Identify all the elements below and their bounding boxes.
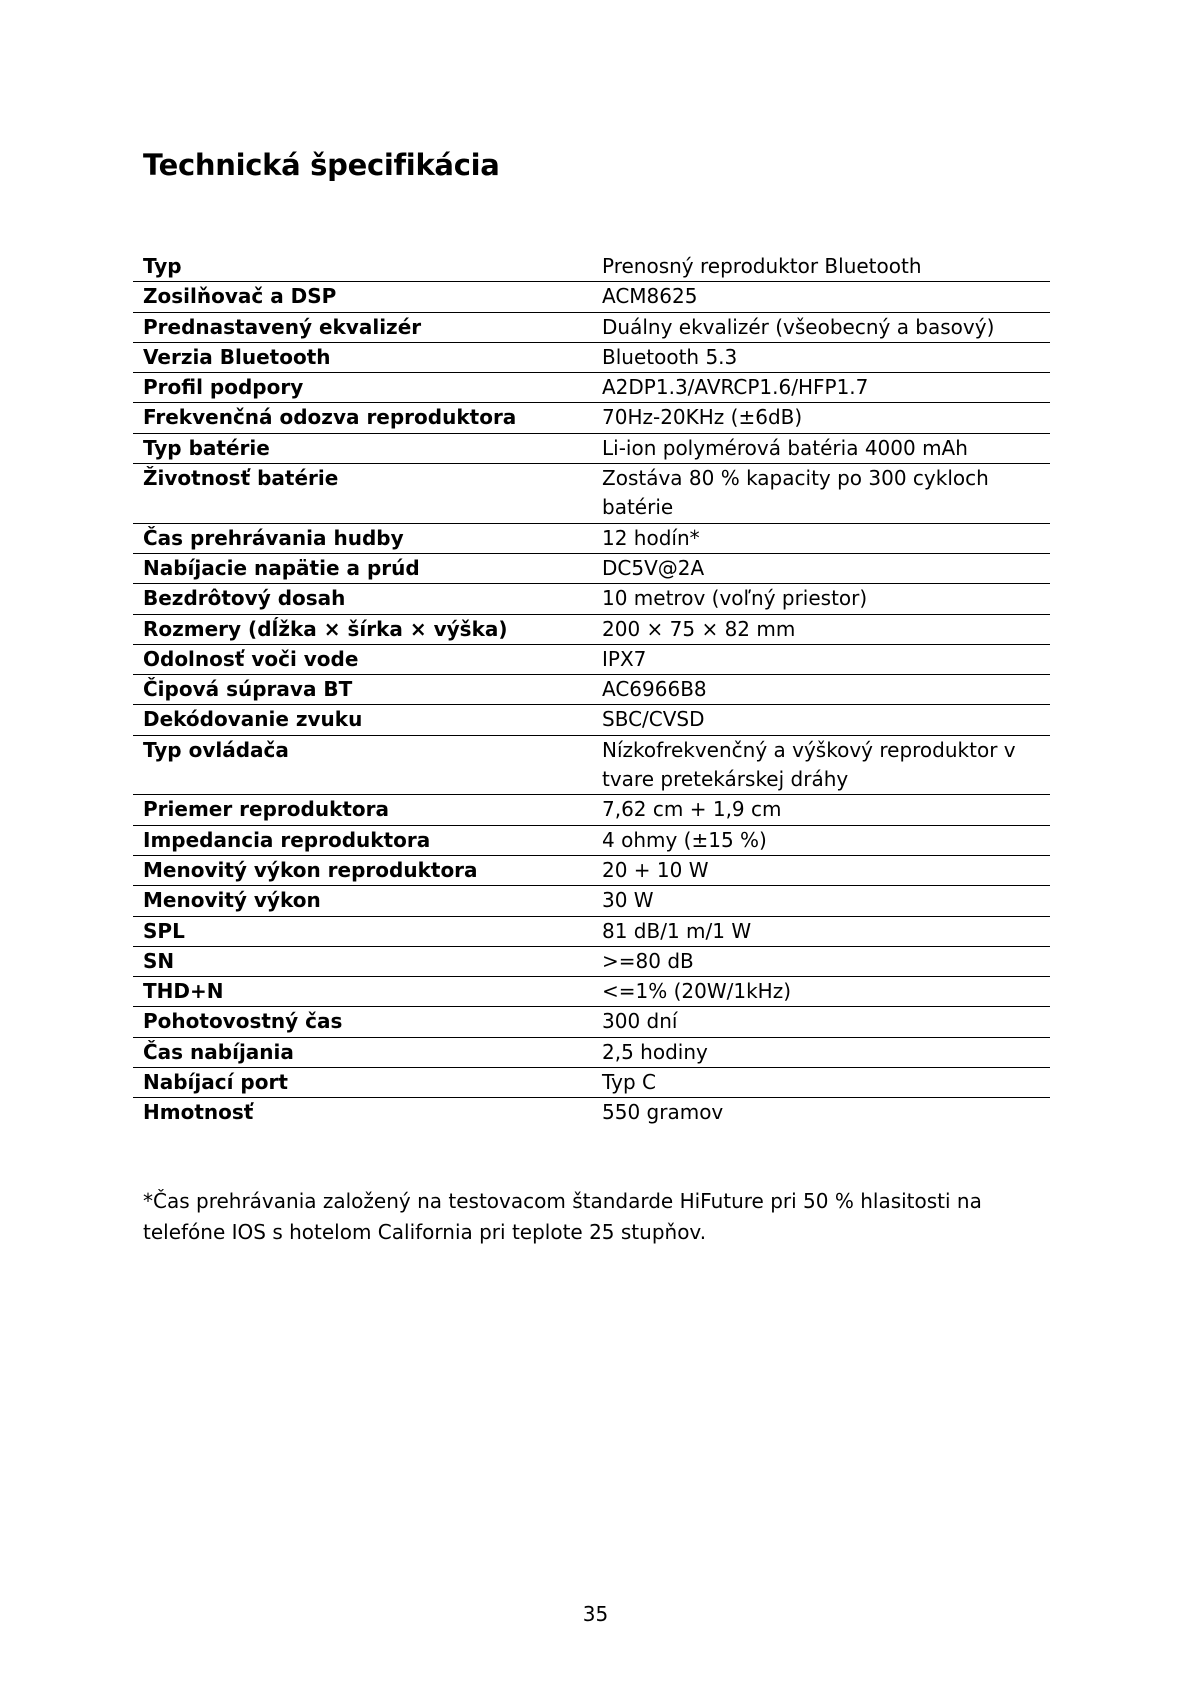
table-row (133, 825, 1050, 855)
spec-value: >=80 dB (602, 946, 1050, 976)
spec-value: 200 × 75 × 82 mm (602, 614, 1050, 644)
table-row (133, 1068, 1050, 1098)
table-row (133, 675, 1050, 705)
spec-value: 12 hodín* (602, 523, 1050, 553)
spec-value: SBC/CVSD (602, 705, 1050, 735)
spec-label: SPL (133, 916, 602, 946)
spec-label: Čipová súprava BT (133, 675, 602, 705)
spec-value: 7,62 cm + 1,9 cm (602, 795, 1050, 825)
spec-value: Zostáva 80 % kapacity po 300 cykloch batérie (602, 464, 1050, 524)
table-row (133, 916, 1050, 946)
spec-label: Typ ovládača (133, 735, 602, 795)
table-row (133, 312, 1050, 342)
spec-value: Duálny ekvalizér (všeobecný a basový) (602, 312, 1050, 342)
spec-label: Pohotovostný čas (133, 1007, 602, 1037)
spec-label: Bezdrôtový dosah (133, 584, 602, 614)
spec-label: Čas nabíjania (133, 1037, 602, 1067)
table-row (133, 614, 1050, 644)
table-row (133, 523, 1050, 553)
table-row (133, 977, 1050, 1007)
spec-label: Životnosť batérie (133, 464, 602, 524)
spec-label: Čas prehrávania hudby (133, 523, 602, 553)
spec-label: Hmotnosť (143, 1100, 254, 1125)
spec-label: Nabíjací port (133, 1068, 602, 1098)
spec-value: 20 + 10 W (602, 855, 1050, 885)
table-row (133, 584, 1050, 614)
spec-label: Zosilňovač a DSP (133, 282, 602, 312)
spec-value: 550 gramov (602, 1100, 724, 1125)
spec-label: Impedancia reproduktora (133, 825, 602, 855)
spec-label: Prednastavený ekvalizér (133, 312, 602, 342)
spec-label: Typ (133, 252, 602, 282)
spec-label: Frekvenčná odozva reproduktora (133, 403, 602, 433)
spec-label: Menovitý výkon reproduktora (133, 855, 602, 885)
spec-label: THD+N (133, 977, 602, 1007)
spec-value: Prenosný reproduktor Bluetooth (602, 252, 1050, 282)
spec-value: <=1% (20W/1kHz) (602, 977, 1050, 1007)
page-title: Technická špecifikácia (143, 148, 500, 182)
spec-value: 10 metrov (voľný priestor) (602, 584, 1050, 614)
spec-label: Verzia Bluetooth (133, 342, 602, 372)
table-row (133, 373, 1050, 403)
spec-value: 30 W (602, 886, 1050, 916)
spec-label: Typ batérie (133, 433, 602, 463)
footnote: *Čas prehrávania založený na testovacom štandarde HiFuture pri 50 % hlasitosti na telefóne IOS s hotelom California pri teplote 25 stupňov. (143, 1189, 982, 1244)
table-row (133, 403, 1050, 433)
spec-label: Odolnosť voči vode (133, 644, 602, 674)
page-number: 35 (582, 1602, 609, 1626)
table-row (133, 644, 1050, 674)
spec-table (133, 252, 1050, 1128)
table-row (133, 1037, 1050, 1067)
table-row (133, 735, 1050, 795)
spec-value: DC5V@2A (602, 553, 1050, 583)
table-row (133, 252, 1050, 282)
table-row (133, 553, 1050, 583)
spec-label: Nabíjacie napätie a prúd (133, 553, 602, 583)
table-row (133, 464, 1050, 524)
spec-value: 2,5 hodiny (602, 1037, 1050, 1067)
spec-label: Priemer reproduktora (133, 795, 602, 825)
table-row (133, 282, 1050, 312)
spec-label: Dekódovanie zvuku (133, 705, 602, 735)
spec-value: 81 dB/1 m/1 W (602, 916, 1050, 946)
spec-label: Menovitý výkon (133, 886, 602, 916)
spec-value: A2DP1.3/AVRCP1.6/HFP1.7 (602, 373, 1050, 403)
table-row (133, 795, 1050, 825)
table-row (133, 433, 1050, 463)
spec-label: Rozmery (dĺžka × šírka × výška) (133, 614, 602, 644)
spec-value: 300 dní (602, 1007, 1050, 1037)
table-row (133, 342, 1050, 372)
spec-label: Profil podpory (133, 373, 602, 403)
table-row (133, 1098, 1050, 1128)
table-row (133, 1007, 1050, 1037)
table-row (133, 946, 1050, 976)
table-row (133, 886, 1050, 916)
spec-value: 4 ohmy (±15 %) (602, 825, 1050, 855)
spec-label: SN (133, 946, 602, 976)
table-row (133, 705, 1050, 735)
spec-value: Typ C (602, 1068, 1050, 1098)
spec-value: ACM8625 (602, 282, 1050, 312)
spec-value: IPX7 (602, 644, 1050, 674)
table-row (133, 855, 1050, 885)
spec-value: Bluetooth 5.3 (602, 342, 1050, 372)
spec-value: Nízkofrekvenčný a výškový reproduktor v tvare pretekárskej dráhy (602, 735, 1050, 795)
spec-value: 70Hz-20KHz (±6dB) (602, 403, 1050, 433)
spec-value: AC6966B8 (602, 675, 1050, 705)
spec-value: Li-ion polymérová batéria 4000 mAh (602, 433, 1050, 463)
